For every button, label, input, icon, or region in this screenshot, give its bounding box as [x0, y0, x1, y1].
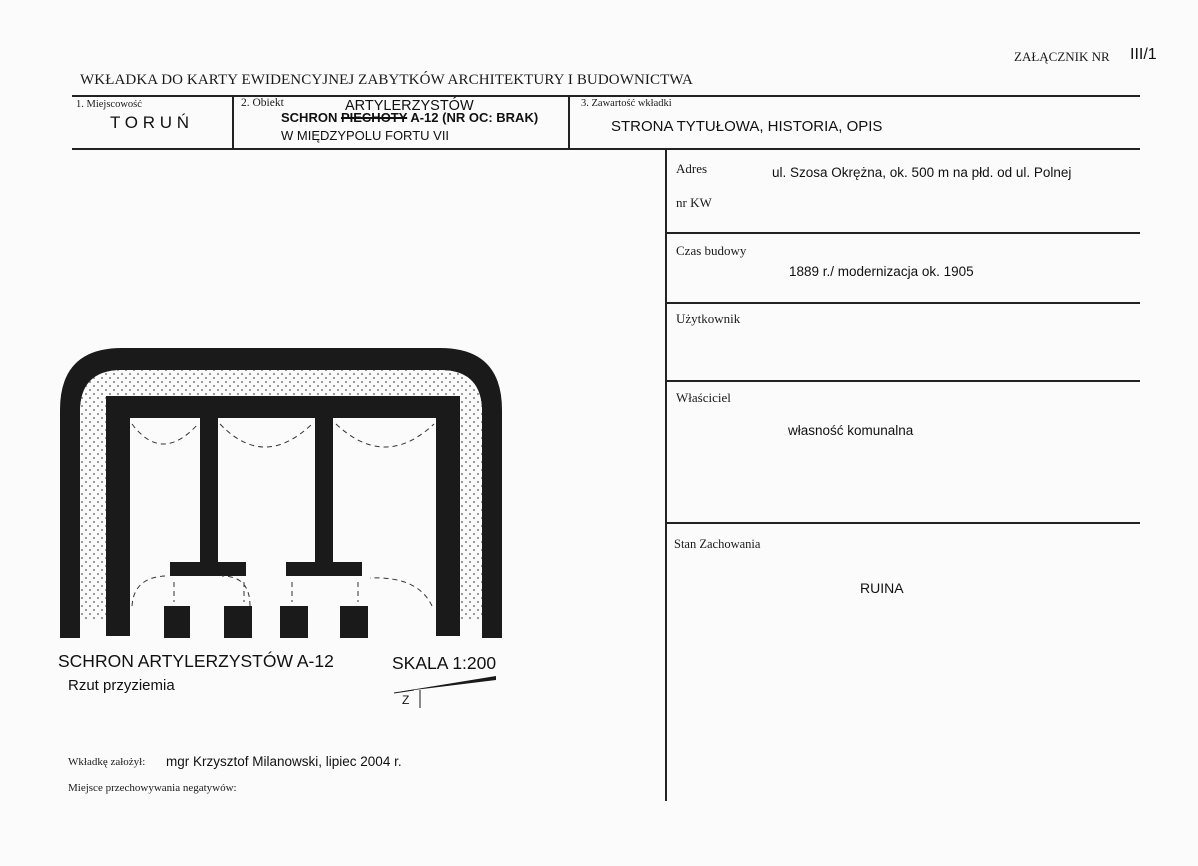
kw-label: nr KW — [676, 195, 712, 210]
inner-wall-top — [106, 396, 460, 418]
object-struck-word: PIECHOTY — [340, 110, 408, 125]
section-rule — [665, 302, 1140, 304]
object-line2: W MIĘDZYPOLU FORTU VII — [281, 128, 450, 143]
floor-plan-drawing — [40, 340, 520, 650]
section-rule — [665, 380, 1140, 382]
plan-subtitle: Rzut przyziemia — [68, 677, 175, 694]
object-prefix: SCHRON — [281, 110, 338, 125]
contents-label: 3. Zawartość wkładki — [581, 98, 672, 109]
build-time-label: Czas budowy — [676, 243, 747, 258]
locality-label: 1. Miejscowość — [76, 99, 142, 110]
front-pillar — [224, 606, 252, 638]
partition-wall — [200, 418, 218, 566]
object-suffix: A-12 (NR OC: BRAK) — [410, 110, 539, 125]
object-correction: ARTYLERZYSTÓW — [345, 98, 474, 114]
partition-crossbar — [170, 562, 246, 576]
locality-value: T O R U Ń — [110, 113, 190, 132]
owner-label: Właściciel — [676, 390, 731, 405]
partition-crossbar — [286, 562, 362, 576]
inner-wall-right — [436, 396, 460, 636]
condition-label: Stan Zachowania — [674, 537, 761, 551]
front-pillar — [280, 606, 308, 638]
negatives-label: Miejsce przechowywania negatywów: — [68, 782, 237, 794]
build-time-value: 1889 r./ modernizacja ok. 1905 — [789, 264, 974, 279]
author-value: mgr Krzysztof Milanowski, lipiec 2004 r. — [166, 754, 402, 769]
partition-wall — [315, 418, 333, 566]
address-value: ul. Szosa Okrężna, ok. 500 m na płd. od ul. Polnej — [772, 165, 1072, 180]
address-label: Adres — [676, 161, 708, 176]
grid-divider — [568, 95, 570, 149]
north-letter: Z — [402, 693, 410, 707]
author-label: Wkładkę założył: — [68, 756, 146, 768]
object-label: 2. Obiekt — [241, 97, 284, 109]
section-rule — [665, 232, 1140, 234]
door-swings — [132, 424, 434, 606]
column-divider — [665, 149, 667, 801]
section-rule — [665, 522, 1140, 524]
annex-number: III/1 — [1130, 46, 1157, 63]
annex-label: ZAŁĄCZNIK NR — [1014, 49, 1110, 64]
condition-value: RUINA — [860, 580, 904, 596]
plan-title: SCHRON ARTYLERZYSTÓW A-12 — [58, 651, 334, 671]
inner-wall-left — [106, 396, 130, 636]
front-pillar — [340, 606, 368, 638]
contents-value: STRONA TYTUŁOWA, HISTORIA, OPIS — [611, 118, 883, 135]
grid-divider — [232, 95, 234, 149]
object-name — [281, 110, 538, 125]
owner-value: własność komunalna — [788, 423, 914, 438]
user-label: Użytkownik — [676, 311, 741, 326]
front-pillar — [164, 606, 190, 638]
plan-scale: SKALA 1:200 — [392, 653, 497, 673]
form-title: WKŁADKA DO KARTY EWIDENCYJNEJ ZABYTKÓW ARCHITEKTURY I BUDOWNICTWA — [80, 72, 693, 88]
